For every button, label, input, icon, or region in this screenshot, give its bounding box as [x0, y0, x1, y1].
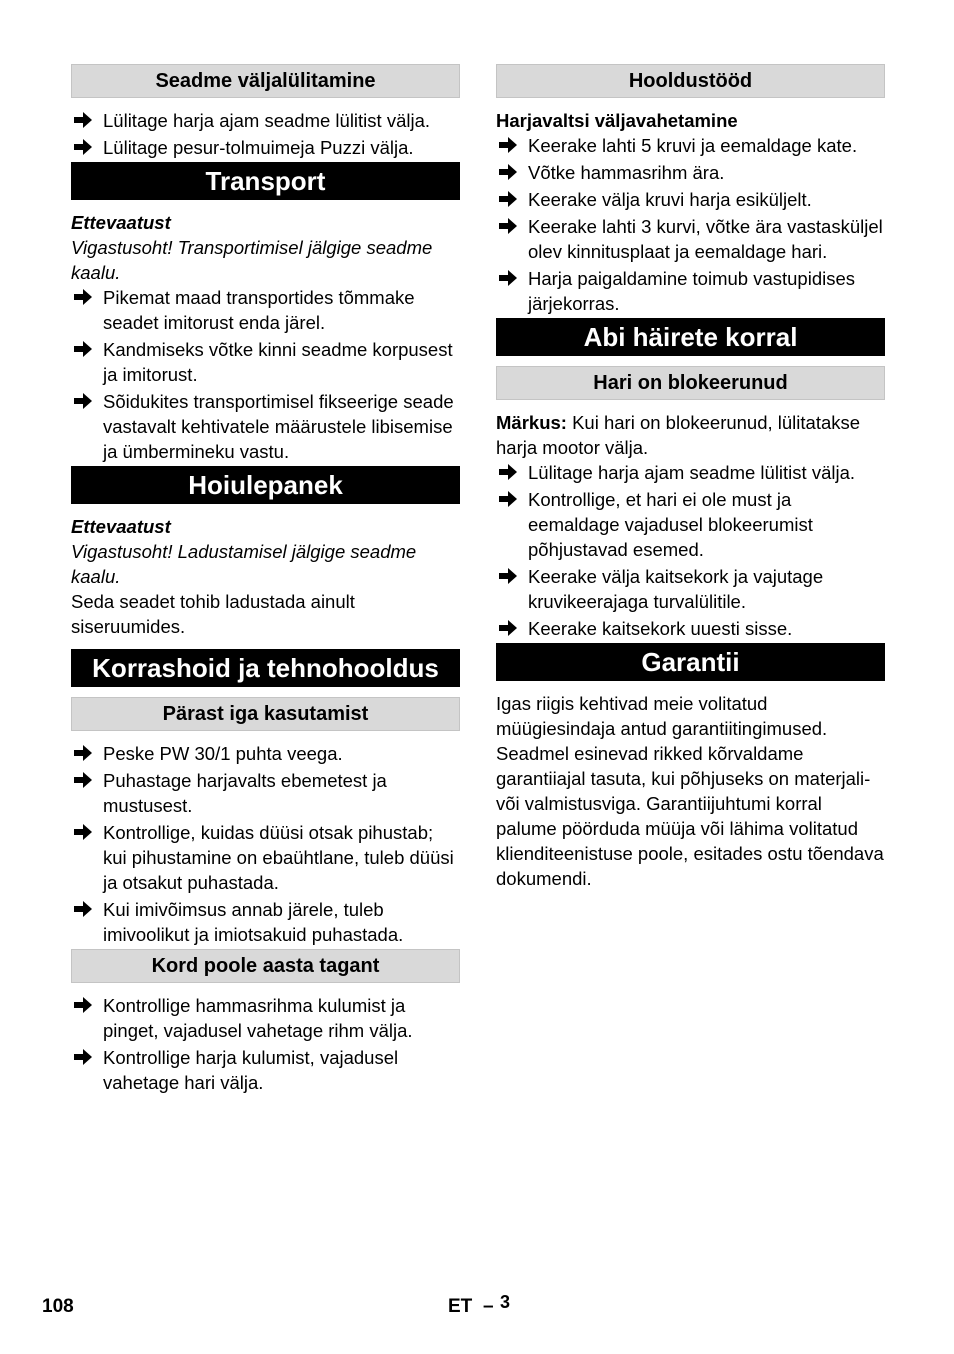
list-item — [71, 135, 460, 160]
section-header-maintenance: Hooldustööd — [496, 64, 885, 98]
list-item — [71, 993, 460, 1043]
section-header-after-use: Pärast iga kasutamist — [71, 697, 460, 731]
arrow-right-icon — [498, 617, 518, 639]
arrow-right-icon — [73, 338, 93, 360]
arrow-right-icon — [498, 565, 518, 587]
arrow-right-icon — [73, 1046, 93, 1068]
list-item — [71, 820, 460, 895]
arrow-right-icon — [73, 742, 93, 764]
list-item-text: Lülitage harja ajam seadme lülitist välja. — [528, 462, 856, 483]
list-item-text: Kontrollige, kuidas düüsi otsak pihustab; kui pihustamine on ebaühtlane, tuleb düüsi ja otsakut puhastada. — [103, 822, 454, 893]
list-item — [71, 768, 460, 818]
switch-off-steps — [71, 108, 460, 160]
list-item — [71, 108, 460, 133]
arrow-right-icon — [498, 267, 518, 289]
list-item-text: Keerake välja kaitsekork ja vajutage kruvikeerajaga turvalülitile. — [528, 566, 824, 612]
arrow-right-icon — [498, 461, 518, 483]
arrow-right-icon — [73, 994, 93, 1016]
arrow-right-icon — [73, 821, 93, 843]
caution-title: Ettevaatust — [71, 516, 171, 537]
list-item-text: Lülitage pesur-tolmuimeja Puzzi välja. — [103, 137, 414, 158]
list-item — [496, 187, 885, 212]
list-item — [71, 1045, 460, 1095]
list-item-text: Harja paigaldamine toimub vastupidises järjekorras. — [528, 268, 856, 314]
language-code: ET — [448, 1296, 473, 1317]
left-column — [71, 64, 460, 1097]
list-item — [496, 214, 885, 264]
section-header-troubleshooting: Abi häirete korral — [496, 318, 885, 356]
list-item — [71, 337, 460, 387]
storage-text: Seda seadet tohib ladustada ainult siseruumides. — [71, 591, 355, 637]
caution-text: Vigastusoht! Ladustamisel jälgige seadme kaalu. — [71, 541, 417, 587]
caution-text: Vigastusoht! Transportimisel jälgige seadme kaalu. — [71, 237, 433, 283]
warranty-text: Igas riigis kehtivad meie volitatud müügiesindaja antud garantiitingimused. Seadmel esinevad rikked kõrvaldame garantiiajal tasuta, kui põhjuseks on materjali- või valmistusviga. Garantiijuhtumi korral palume pöörduda müüja või lähima volitatud klienditeenistuse poole, esitades ostu tõendava dokumendi. — [496, 693, 884, 889]
list-item — [496, 487, 885, 562]
list-item-text: Keerake lahti 5 kruvi ja eemaldage kate. — [528, 135, 858, 156]
arrow-right-icon — [73, 136, 93, 158]
list-item-text: Kandmiseks võtke kinni seadme korpusest ja imitorust. — [103, 339, 453, 385]
section-header-switch-off: Seadme väljalülitamine — [71, 64, 460, 98]
section-header-brush-blocked: Hari on blokeerunud — [496, 366, 885, 400]
arrow-right-icon — [498, 215, 518, 237]
sub-page-number: 3 — [500, 1292, 511, 1312]
note-text: Kui hari on blokeerunud, lülitatakse harja mootor välja. — [496, 412, 861, 458]
list-item-text: Puhastage harjavalts ebemetest ja mustusest. — [103, 770, 387, 816]
list-item — [71, 285, 460, 335]
list-item-text: Peske PW 30/1 puhta veega. — [103, 743, 343, 764]
list-item — [496, 616, 885, 641]
right-column — [496, 64, 885, 891]
arrow-right-icon — [73, 769, 93, 791]
list-item — [496, 133, 885, 158]
transport-steps — [71, 285, 460, 464]
arrow-right-icon — [498, 161, 518, 183]
caution-title: Ettevaatust — [71, 212, 171, 233]
list-item-text: Pikemat maad transportides tõmmake seadet imitorust enda järel. — [103, 287, 415, 333]
section-header-storage: Hoiulepanek — [71, 466, 460, 504]
list-item-text: Kontrollige hammasrihma kulumist ja pinget, vajadusel vahetage rihm välja. — [103, 995, 413, 1041]
after-use-steps — [71, 741, 460, 947]
arrow-right-icon — [498, 134, 518, 156]
arrow-right-icon — [498, 188, 518, 210]
roller-replacement-title: Harjavaltsi väljavahetamine — [496, 110, 738, 131]
list-item — [496, 266, 885, 316]
arrow-right-icon — [73, 286, 93, 308]
blocked-steps — [496, 460, 885, 641]
list-item-text: Kontrollige harja kulumist, vajadusel vahetage hari välja. — [103, 1047, 399, 1093]
note-label: Märkus: — [496, 412, 567, 433]
list-item — [71, 897, 460, 947]
list-item-text: Võtke hammasrihm ära. — [528, 162, 725, 183]
section-header-transport: Transport — [71, 162, 460, 200]
roller-steps — [496, 133, 885, 316]
list-item-text: Keerake lahti 3 kurvi, võtke ära vastasküljel olev kinnitusplaat ja eemaldage hari. — [528, 216, 883, 262]
list-item — [496, 564, 885, 614]
page-number: 108 — [42, 1296, 74, 1317]
half-year-steps — [71, 993, 460, 1095]
list-item-text: Kontrollige, et hari ei ole must ja eemaldage vajadusel blokeerumist põhjustavad esemed. — [528, 489, 813, 560]
list-item-text: Kui imivõimsus annab järele, tuleb imivoolikut ja imiotsakuid puhastada. — [103, 899, 404, 945]
arrow-right-icon — [498, 488, 518, 510]
list-item-text: Keerake kaitsekork uuesti sisse. — [528, 618, 793, 639]
list-item — [496, 160, 885, 185]
arrow-right-icon — [73, 109, 93, 131]
list-item — [71, 741, 460, 766]
list-item — [71, 389, 460, 464]
list-item-text: Sõidukites transportimisel fikseerige seade vastavalt kehtivatele määrustele libisemise ja ümbermineku vastu. — [103, 391, 454, 462]
arrow-right-icon — [73, 898, 93, 920]
note-paragraph — [496, 410, 885, 460]
list-item — [496, 460, 885, 485]
section-header-care: Korrashoid ja tehnohooldus — [71, 649, 460, 687]
list-item-text: Lülitage harja ajam seadme lülitist välja. — [103, 110, 431, 131]
list-item-text: Keerake välja kruvi harja esiküljelt. — [528, 189, 812, 210]
section-header-half-year: Kord poole aasta tagant — [71, 949, 460, 983]
arrow-right-icon — [73, 390, 93, 412]
footer-dash: – — [483, 1296, 494, 1317]
section-header-warranty: Garantii — [496, 643, 885, 681]
